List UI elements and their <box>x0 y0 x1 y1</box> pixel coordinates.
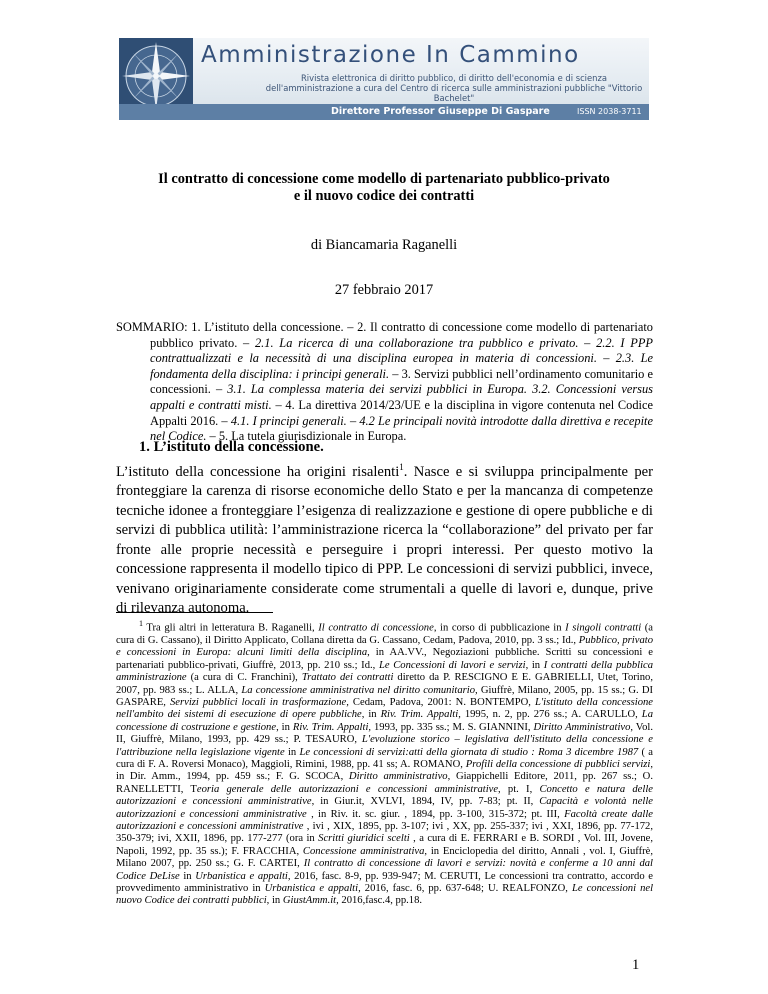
footnote-text-run: Cedam, Padova, 2001: N. BONTEMPO, <box>348 696 535 708</box>
footnote-italic-run: Scritti giuridici scelti <box>318 833 410 845</box>
summary-italic-1: 2.1. La ricerca di una collaborazione tra pubblico e privato. – 2.2. I PPP contrattualizzati e la necessità di una disciplina europea in materia di concessioni. – 2.3. Le fondamenta della disciplina: i principi generali. <box>150 335 653 381</box>
journal-issn: ISSN 2038-3711 <box>577 107 642 116</box>
footnote-italic-run: Facoltà create dalle autorizzazioni e concessioni amministrative <box>116 808 653 833</box>
footnote-italic-run: Diritto Amministrativo <box>533 721 631 733</box>
footnote-italic-run: Servizi pubblici locali in trasformazione, <box>170 696 349 708</box>
summary-italic-3: 4.1. I principi generali. – 4.2 Le principali novità introdotte dalla direttiva e recepite nel Codice. <box>150 413 653 444</box>
journal-director: Direttore Professor Giuseppe Di Gaspare <box>331 106 550 117</box>
summary-paragraph <box>116 320 653 445</box>
page-number: 1 <box>632 957 640 973</box>
footnote-italic-run: GiustAmm.it, <box>282 895 339 907</box>
footnote-text-run: , in corso di pubblicazione in <box>433 622 566 634</box>
body-text-a: L’istituto della concessione ha origini risalenti <box>116 463 400 480</box>
footnote-separator <box>116 612 273 613</box>
footnote-italic-run: Riv. Trim. Appalti, <box>292 721 372 733</box>
footnote-text-run: , ivi , XIX, 1895, pp. 3-107; ivi , XX, pp. 255-337; ivi , XXI, 1896, pp. 77-172, 350-379; ivi, XXII, 1896, pp. 177-277 (ora in <box>116 821 653 845</box>
footnote <box>116 618 653 908</box>
footnote-text-run: 2016,fasc.4, pp.18. <box>338 895 423 907</box>
footnote-text-run: , Giappichelli Editore, 2011, pp. 267 ss.; O. RANELLETTI, T <box>116 771 653 795</box>
footnote-text-run: , 1995, n. 2, pp. 276 ss.; A. CARULLO, <box>458 709 642 721</box>
footnote-text-run: 2016, fasc. 6, pp. 637-648; U. REALFONZO, <box>360 883 572 895</box>
summary-text-1: SOMMARIO: 1. L’istituto della concessione. – 2. Il contratto di concessione come modello di partenariato pubblico privato. – <box>116 320 653 350</box>
footnote-italic-run: L'istituto della concessione nell'ambito dei sistemi di esecuzione di opere pubbliche <box>116 696 654 721</box>
footnote-text-run: , in Dir. Amm., 1994, pp. 459 ss.; F. G. SCOCA, <box>116 759 653 783</box>
footnote-italic-run: Il contratto di concessione <box>318 622 434 634</box>
footnote-italic-run: L'evoluzione storico – legislativa dell'istituto della concessione e l'attribuzione nella legislazione vigente <box>116 734 653 758</box>
footnote-italic-run: Profili della concessione di pubblici servizi <box>465 759 651 770</box>
footnote-text-run: , a cura di E. FERRARI e B. SORDI , Vol. III, Jovene, Napoli, 1992, pp. 35 ss.); F. FRACCHIA, <box>116 833 653 857</box>
footnote-text-run: , in Enciclopedia del diritto, Annali , vol. I, Giuffrè, Milano 2007, pp. 250 ss.; G. F. CARTEI, <box>116 845 653 870</box>
summary-italic-2: 3.1. La complessa materia dei servizi pubblici in Europa. 3.2. Concessioni versus appalti e contratti misti. <box>150 382 653 412</box>
footnote-text-run: , in <box>361 709 381 721</box>
footnote-text-run: , in <box>525 659 544 671</box>
summary-text-4: – 5. La tutela giurisdizionale in Europa. <box>206 429 407 444</box>
footnote-text-run: Giuffrè, Milano, 2005, pp. 15 ss.; G. DI GASPARE, <box>116 684 654 708</box>
footnote-text-run: , in Giur.it, XVLVI, 1894, IV, pp. 7-83; pt. II, <box>311 796 540 808</box>
summary-text-2: – 3. Servizi pubblici nell’ordinamento comunitario e concessioni. – <box>150 366 653 397</box>
footnote-number: 1 <box>139 619 143 628</box>
footnote-italic-run: Concessione amministrativa <box>302 845 425 857</box>
footnote-italic-run: Le concessioni nel nuovo Codice dei contratti pubblici, <box>116 883 654 907</box>
footnote-italic-run: Riv. Trim. Appalti <box>380 709 459 721</box>
article-date: 27 febbraio 2017 <box>334 282 434 298</box>
footnote-italic-run: Concetto e natura delle autorizzazioni e concessioni amministrative <box>116 783 653 808</box>
footnote-text-run: , in AA.VV., Negoziazioni pubbliche. Scritti su concessioni e partenariati pubblico-privati, Giuffrè, 2013, pp. 210 ss.; Id., <box>116 647 654 671</box>
footnote-italic-run: Urbanistica e appalti, <box>264 883 361 895</box>
footnote-italic-run: Urbanistica e appalti, <box>195 870 291 882</box>
footnote-text-run: 2016, fasc. 8-9, pp. 939-947; M. CERUTI, Le concessioni tra contratto, accordo e provvedimento amministrativo in <box>116 870 653 895</box>
footnote-italic-run: Diritto amministrativo <box>348 771 448 783</box>
section-body <box>116 458 653 619</box>
footnote-text-run: , Vol. II, Giuffrè, Milano, 1993, pp. 429 ss.; P. TESAURO, <box>116 721 653 746</box>
footnote-text-run: , pt. I, <box>498 783 540 795</box>
article-title-line-2: e il nuovo codice dei contratti <box>293 188 475 204</box>
article-title <box>100 171 668 205</box>
footnote-reference[interactable]: 1 <box>399 462 404 472</box>
footnote-text-run: , in <box>276 721 293 733</box>
summary <box>116 320 653 445</box>
footnote-text-run: in <box>179 870 196 882</box>
footnote-text-run: , in Riv. it. sc. giur. , 1894, pp. 3-100, 315-372; pt. III, <box>306 808 565 820</box>
footnote-text-run: (a cura di G. Cassano), il Diritto Applicato, Collana diretta da G. Cassano, Cedam, Padova, 2010, pp. 3 ss.; Id., <box>116 622 654 646</box>
footnote-italic-run: Pubblico, privato e concessioni in Europa: alcuni limiti della disciplina <box>116 634 653 659</box>
footnote-text-run: ( a cura di F. A. Roversi Monaco), Maggioli, Rimini, 1988, pp. 41 ss; A. ROMANO, <box>116 746 654 770</box>
footnote-text-run: in <box>284 746 300 758</box>
section-heading: 1. L’istituto della concessione. <box>139 439 324 455</box>
footnote-italic-run: eoria generale delle autorizzazioni e concessioni amministrative <box>196 783 499 795</box>
footnote-italic-run: La concessione amministrativa nel diritto comunitario, <box>241 684 478 696</box>
journal-banner <box>119 38 649 120</box>
footnote-italic-run: La concessione di costruzione e gestione <box>116 709 653 733</box>
footnote-text-run: in <box>269 895 283 907</box>
footnote-italic-run: I contratti della pubblica amministrazione <box>116 659 654 684</box>
article-title-line-1: Il contratto di concessione come modello di partenariato pubblico-privato <box>158 171 610 187</box>
footnote-text-run: Tra gli altri in letteratura B. Raganelli, <box>143 622 319 634</box>
footnote-italic-run: Le Concessioni di lavori e servizi <box>378 659 526 671</box>
body-text-b: . Nasce e si sviluppa principalmente per fronteggiare la carenza di risorse economiche dello Stato e per la mancanza di competenze tecniche idonee a fronteggiare l’esigenza di realizzazione e gestione di opere pubbliche e di servizi di pubblica utilità: l’amministrazione ricerca la “collaborazione” del privato per far fronte alle proprie necessità e perseguire i propri interessi. Per questo motivo la concessione rappresenta il modello tipico di PPP. Le concessioni di servizi pubblici, invece, venivano originariamente considerate come strumentali a quelle di lavori e, dunque, prive di rilevanza autonoma. <box>116 463 654 617</box>
footnote-paragraph <box>116 618 653 908</box>
footnote-italic-run: Trattato dei contratti <box>301 672 394 684</box>
footnote-text-run: diretto da P. RESCIGNO E E. GABRIELLI, Utet, Torino, 2007, pp. 983 ss.; L. ALLA, <box>116 672 653 696</box>
body-paragraph <box>116 458 653 619</box>
journal-subtitle: Rivista elettronica di diritto pubblico, di diritto dell'economia e di scienza dell'amministrazione a cura del Centro di ricerca sulle amministrazioni pubbliche "Vittorio Bachelet" <box>265 73 643 103</box>
footnote-italic-run: Capacità e volontà nelle autorizzazioni e concessioni amministrative <box>116 796 653 820</box>
footnote-italic-run: Le concessioni di servizi:atti della giornata di studio : Roma 3 dicembre 1987 <box>299 746 639 758</box>
footnote-italic-run: Il contratto di concessione di lavori e servizi: novità e conferme a 10 anni dal Codice DeLise <box>116 858 654 882</box>
footnote-text-run: (a cura di C. Franchini), <box>186 672 302 684</box>
article-author: di Biancamaria Raganelli <box>310 237 458 253</box>
summary-text-3: – 4. La direttiva 2014/23/UE e la disciplina in vigore contenuta nel Codice Appalti 2016. – <box>150 397 654 428</box>
footnote-italic-run: I singoli contratti <box>565 622 642 634</box>
footnote-text-run: 1993, pp. 335 ss.; M. S. GIANNINI, <box>371 721 534 733</box>
journal-title: Amministrazione In Cammino <box>201 42 580 68</box>
